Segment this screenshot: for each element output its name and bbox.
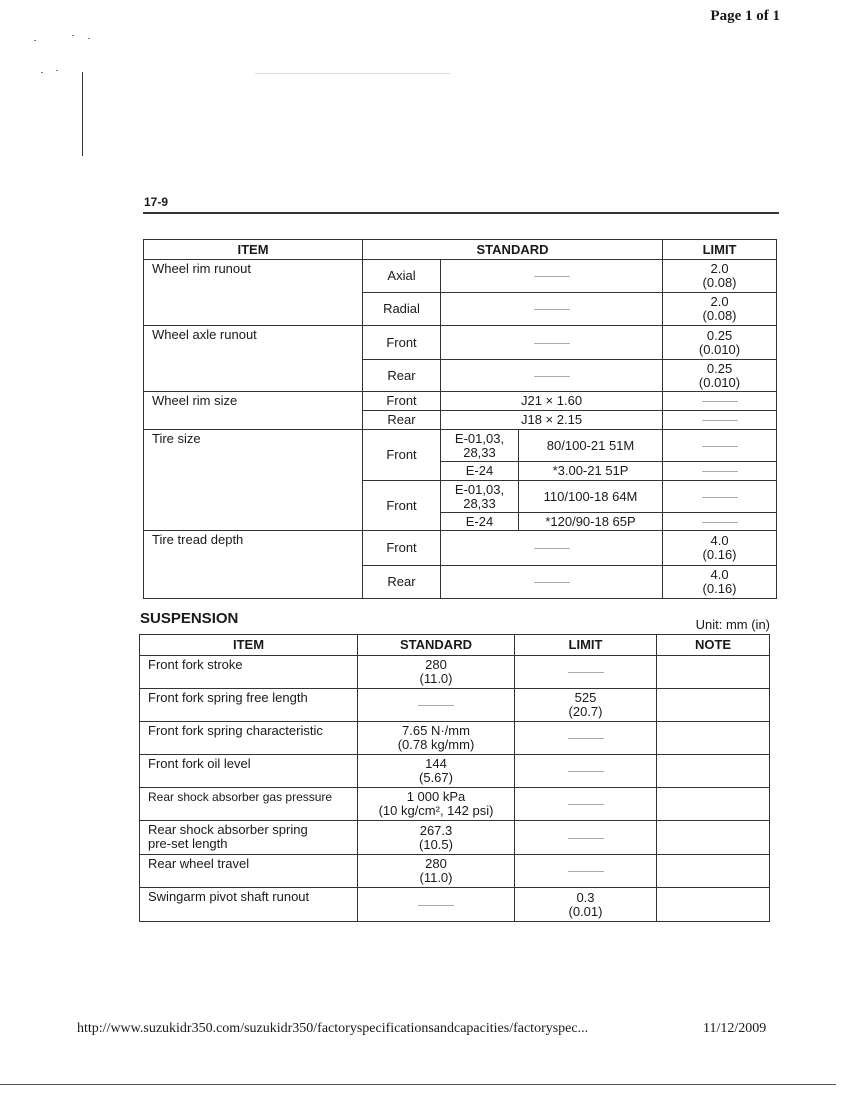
scan-speck	[56, 70, 58, 71]
dash-mark	[568, 738, 604, 739]
table-row	[140, 689, 770, 722]
row-limit	[515, 855, 657, 888]
row-standard: 280 (11.0)	[358, 656, 515, 689]
row-item: Rear shock absorber gas pressure	[140, 788, 358, 821]
page-bottom-rule	[0, 1084, 836, 1085]
row-item: Front fork spring free length	[140, 689, 358, 722]
scan-margin-line	[82, 72, 83, 156]
dash-mark	[568, 838, 604, 839]
wheel-spec-table	[143, 239, 777, 599]
standard-empty	[441, 260, 663, 293]
standard-empty	[441, 566, 663, 599]
scan-speck	[88, 38, 90, 39]
sub-front: Front	[363, 531, 441, 566]
limit-cell: 0.25 (0.010)	[663, 360, 777, 392]
table-row	[144, 430, 777, 462]
table-row	[144, 326, 777, 360]
item-tire-size: Tire size	[144, 430, 363, 531]
dash-mark	[702, 522, 738, 523]
table-header-row	[144, 240, 777, 260]
sub-front: Front	[363, 430, 441, 481]
region-code-cell: E-01,03, 28,33	[441, 430, 519, 462]
table-row	[140, 722, 770, 755]
standard-empty	[441, 360, 663, 392]
dash-mark	[534, 548, 570, 549]
scan-faint-line	[255, 73, 450, 74]
source-url-link[interactable]: http://www.suzukidr350.com/suzukidr350/factoryspecificationsandcapacities/factoryspec...	[77, 1021, 589, 1036]
header-item: ITEM	[144, 240, 363, 260]
scan-speck	[41, 72, 43, 73]
row-limit	[515, 788, 657, 821]
scan-speck	[72, 35, 74, 36]
limit-empty	[663, 513, 777, 531]
row-standard: 267.3 (10.5)	[358, 821, 515, 855]
row-note	[657, 689, 770, 722]
table-row	[140, 755, 770, 788]
row-item: Rear shock absorber spring pre-set length	[140, 821, 358, 855]
tire-size-value: 80/100-21 51M	[519, 430, 663, 462]
limit-empty	[663, 430, 777, 462]
suspension-spec-table	[139, 634, 770, 922]
dash-mark	[534, 276, 570, 277]
table-row	[140, 821, 770, 855]
item-wheel-axle-runout: Wheel axle runout	[144, 326, 363, 392]
row-item: Front fork oil level	[140, 755, 358, 788]
sub-axial: Axial	[363, 260, 441, 293]
sub-front: Front	[363, 392, 441, 411]
tire-size-value: *120/90-18 65P	[519, 513, 663, 531]
rim-size-front-value: J21 × 1.60	[441, 392, 663, 411]
table-row	[140, 855, 770, 888]
rim-size-rear-value: J18 × 2.15	[441, 411, 663, 430]
standard-empty	[441, 531, 663, 566]
dash-mark	[568, 771, 604, 772]
scan-speck	[34, 40, 36, 41]
print-date: 11/12/2009	[703, 1021, 767, 1036]
dash-mark	[534, 376, 570, 377]
table-row	[144, 531, 777, 566]
dash-mark	[418, 705, 454, 706]
tire-size-value: 110/100-18 64M	[519, 481, 663, 513]
row-note	[657, 656, 770, 689]
row-standard: 7.65 N·/mm (0.78 kg/mm)	[358, 722, 515, 755]
region-code-cell: E-01,03, 28,33	[441, 481, 519, 513]
limit-cell: 0.25 (0.010)	[663, 326, 777, 360]
row-item: Swingarm pivot shaft runout	[140, 888, 358, 922]
limit-empty	[663, 462, 777, 481]
limit-cell: 2.0 (0.08)	[663, 293, 777, 326]
limit-cell: 2.0 (0.08)	[663, 260, 777, 293]
sub-rear: Rear	[363, 360, 441, 392]
dash-mark	[418, 905, 454, 906]
sub-front: Front	[363, 326, 441, 360]
row-limit	[515, 722, 657, 755]
row-standard: 280 (11.0)	[358, 855, 515, 888]
header-limit: LIMIT	[663, 240, 777, 260]
row-limit: 525 (20.7)	[515, 689, 657, 722]
dash-mark	[534, 343, 570, 344]
row-item: Rear wheel travel	[140, 855, 358, 888]
header-limit: LIMIT	[515, 635, 657, 656]
item-wheel-rim-size: Wheel rim size	[144, 392, 363, 430]
header-standard: STANDARD	[358, 635, 515, 656]
row-standard: 144 (5.67)	[358, 755, 515, 788]
row-limit	[515, 656, 657, 689]
table-row	[144, 260, 777, 293]
row-standard	[358, 689, 515, 722]
row-note	[657, 755, 770, 788]
dash-mark	[534, 309, 570, 310]
limit-empty	[663, 481, 777, 513]
sub-radial: Radial	[363, 293, 441, 326]
row-note	[657, 888, 770, 922]
table-row	[144, 392, 777, 411]
sub-rear: Rear	[363, 566, 441, 599]
table-row	[140, 788, 770, 821]
row-item: Front fork spring characteristic	[140, 722, 358, 755]
dash-mark	[568, 672, 604, 673]
dash-mark	[568, 871, 604, 872]
standard-empty	[441, 293, 663, 326]
row-standard: 1 000 kPa (10 kg/cm², 142 psi)	[358, 788, 515, 821]
row-note	[657, 821, 770, 855]
region-code-cell: E-24	[441, 462, 519, 481]
dash-mark	[702, 401, 738, 402]
suspension-section-title: SUSPENSION	[140, 610, 239, 627]
sub-front: Front	[363, 481, 441, 531]
suspension-rows	[140, 656, 770, 922]
table-header-row	[140, 635, 770, 656]
table-row	[140, 888, 770, 922]
dash-mark	[534, 582, 570, 583]
row-limit	[515, 821, 657, 855]
row-note	[657, 855, 770, 888]
unit-label: Unit: mm (in)	[695, 617, 770, 632]
row-limit	[515, 755, 657, 788]
dash-mark	[702, 420, 738, 421]
row-item: Front fork stroke	[140, 656, 358, 689]
header-standard: STANDARD	[363, 240, 663, 260]
dash-mark	[702, 471, 738, 472]
header-item: ITEM	[140, 635, 358, 656]
limit-cell: 4.0 (0.16)	[663, 531, 777, 566]
tire-size-value: *3.00-21 51P	[519, 462, 663, 481]
section-divider	[143, 212, 779, 214]
limit-empty	[663, 392, 777, 411]
sub-rear: Rear	[363, 411, 441, 430]
page-number-label: Page 1 of 1	[710, 8, 780, 24]
dash-mark	[702, 446, 738, 447]
header-note: NOTE	[657, 635, 770, 656]
table-row	[140, 656, 770, 689]
section-number: 17-9	[144, 195, 169, 209]
row-note	[657, 788, 770, 821]
dash-mark	[568, 804, 604, 805]
dash-mark	[702, 497, 738, 498]
region-code-cell: E-24	[441, 513, 519, 531]
row-note	[657, 722, 770, 755]
limit-cell: 4.0 (0.16)	[663, 566, 777, 599]
row-standard	[358, 888, 515, 922]
limit-empty	[663, 411, 777, 430]
row-limit: 0.3 (0.01)	[515, 888, 657, 922]
standard-empty	[441, 326, 663, 360]
item-tire-tread-depth: Tire tread depth	[144, 531, 363, 599]
item-wheel-rim-runout: Wheel rim runout	[144, 260, 363, 326]
